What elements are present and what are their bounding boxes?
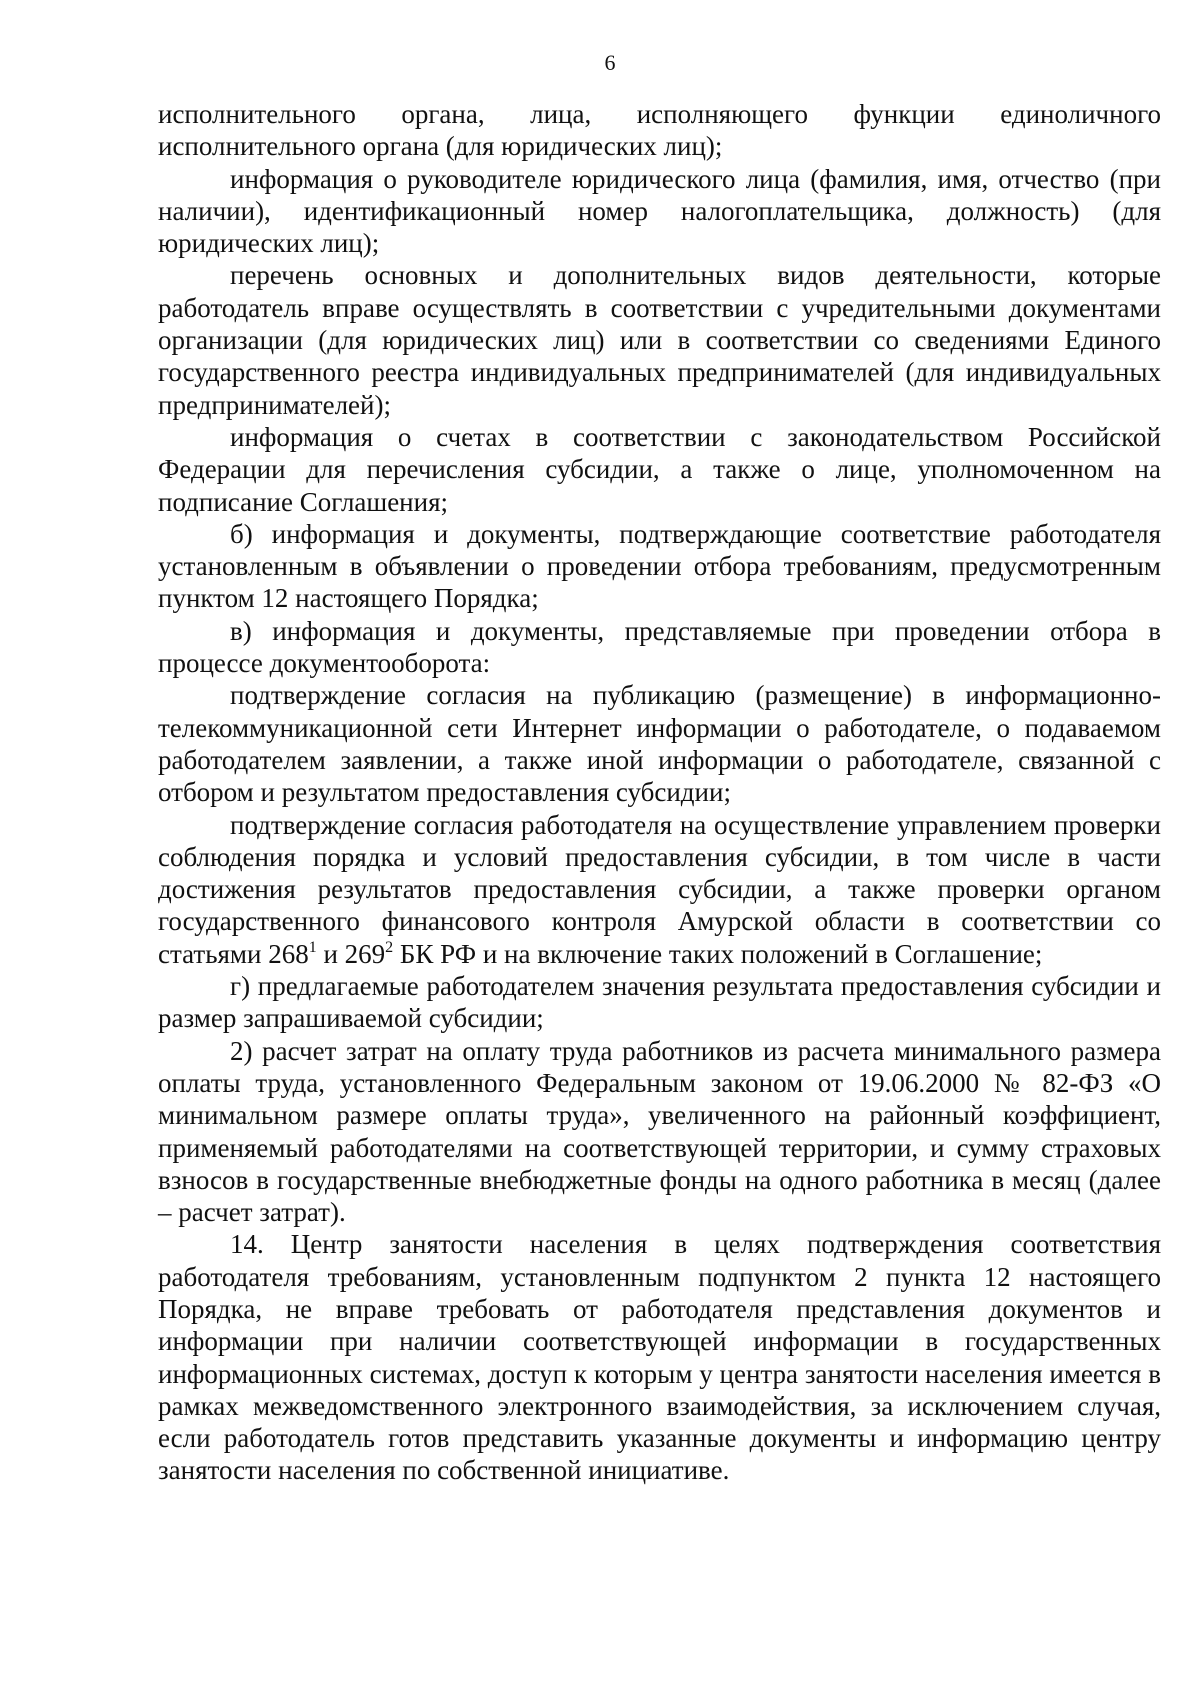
paragraph-publication-consent: подтверждение согласия на публикацию (размещение) в информационно-телекоммуникационной сети Интернет информации о работодателе, о подаваемом работодателем заявлении, а также иной информации о работодателе, связанной с отбором и результатом предоставления субсидии;	[158, 680, 1161, 808]
paragraph-executive-body: исполнительного органа, лица, исполняющего функции единоличного исполнительного органа (для юридических лиц);	[158, 99, 1161, 162]
paragraph-accounts-info: информация о счетах в соответствии с законодательством Российской Федерации для перечисления субсидии, а также о лице, уполномоченном на подписание Соглашения;	[158, 421, 1161, 517]
control-consent-text-start: подтверждение согласия работодателя на осуществление управлением проверки соблюдения порядка и условий предоставления субсидии, в том числе в части достижения результатов предоставления субсидии, а также проверки органом государственного финансового контроля Амурской области в соответствии со статьями 268	[158, 809, 1161, 969]
paragraph-clause-14: 14. Центр занятости населения в целях подтверждения соответствия работодателя требованиям, установленным подпунктом 2 пункта 12 настоящего Порядка, не вправе требовать от работодателя представления документов и информации при наличии соответствующей информации в государственных информационных системах, доступ к которым у центра занятости населения имеется в рамках межведомственного электронного взаимодействия, за исключением случая, если работодатель готов представить указанные документы и информацию центру занятости населения по собственной инициативе.	[158, 1229, 1161, 1486]
paragraph-item-v: в) информация и документы, представляемые при проведении отбора в процессе документооборота:	[158, 615, 1161, 679]
article-superscript-1: 1	[308, 938, 317, 956]
page-number: 6	[604, 50, 616, 75]
article-superscript-2: 2	[385, 938, 394, 956]
paragraph-activities-list: перечень основных и дополнительных видов деятельности, которые работодатель вправе осуществлять в соответствии с учредительными документами организации (для юридических лиц) или в соответствии со сведениями Единого государственного реестра индивидуальных предпринимателей (для индивидуальных предпринимателей);	[158, 260, 1161, 420]
control-consent-text-middle: и 269	[316, 938, 386, 969]
paragraph-item-2-cost-calculation: 2) расчет затрат на оплату труда работников из расчета минимального размера оплаты труда, установленного Федеральным законом от 19.06.2000 № 82-ФЗ «О минимальном размере оплаты труда», увеличенного на районный коэффициент, применяемый работодателями на соответствующей территории, и сумму страховых взносов в государственные внебюджетные фонды на одного работника в месяц (далее – расчет затрат).	[158, 1035, 1161, 1228]
control-consent-text-end: БК РФ и на включение таких положений в Соглашение;	[393, 938, 1043, 969]
paragraph-head-info: информация о руководителе юридического лица (фамилия, имя, отчество (при наличии), идентификационный номер налогоплательщика, должность) (для юридических лиц);	[158, 163, 1161, 259]
paragraph-item-g: г) предлагаемые работодателем значения результата предоставления субсидии и размер запрашиваемой субсидии;	[158, 971, 1161, 1034]
paragraph-item-b: б) информация и документы, подтверждающие соответствие работодателя установленным в объявлении о проведении отбора требованиям, предусмотренным пунктом 12 настоящего Порядка;	[158, 518, 1161, 614]
paragraph-control-consent	[158, 809, 1161, 970]
document-body	[158, 98, 1161, 1487]
